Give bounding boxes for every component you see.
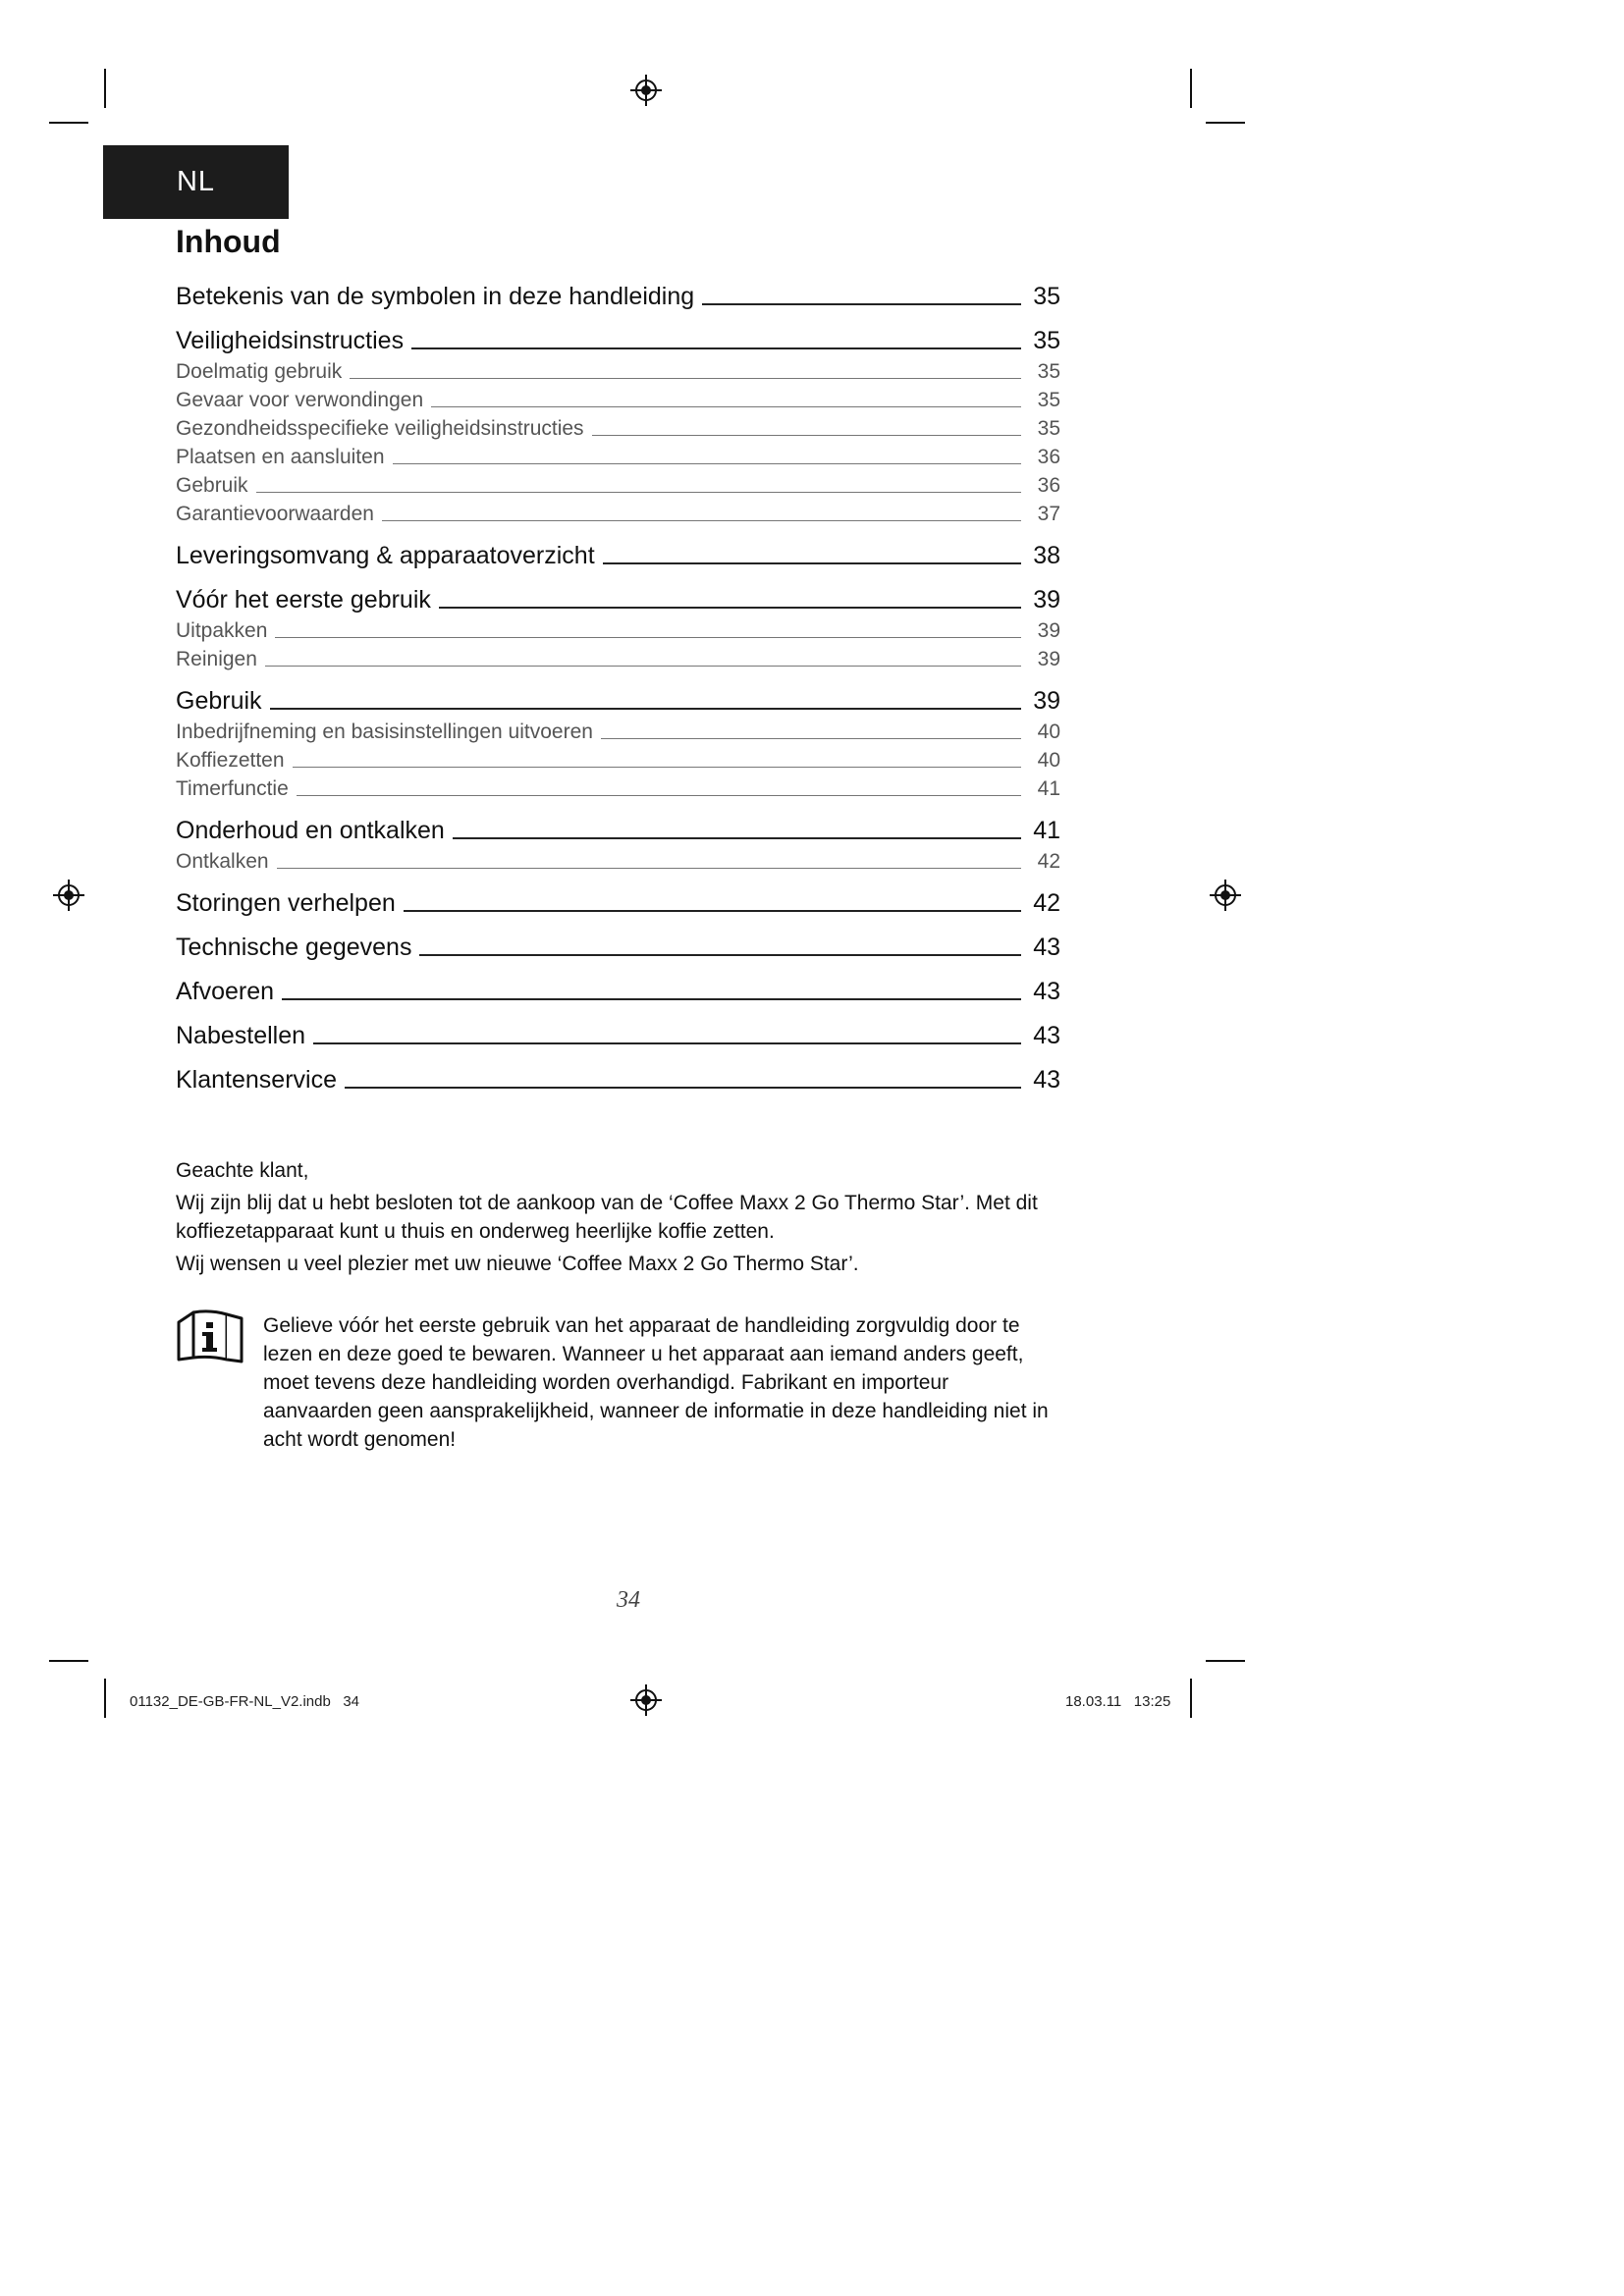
toc-entry — [176, 1012, 1060, 1050]
toc-entry — [176, 968, 1060, 1006]
toc-subentry — [176, 441, 1060, 469]
toc-entry-label: Gevaar voor verwondingen — [176, 389, 424, 411]
crop-mark — [49, 122, 88, 124]
toc-entry-page: 40 — [1037, 721, 1060, 743]
toc-subentry — [176, 355, 1060, 384]
toc-entry — [176, 317, 1060, 355]
toc-entry — [176, 807, 1060, 845]
toc-entry-page: 39 — [1037, 619, 1060, 642]
toc-entry — [176, 1056, 1060, 1095]
crop-mark — [104, 69, 106, 108]
toc-subentry — [176, 643, 1060, 671]
toc-entry — [176, 273, 1060, 311]
toc-entry-page: 35 — [1033, 283, 1060, 310]
toc-entry-page: 43 — [1033, 1022, 1060, 1049]
intro-paragraph: Wij zijn blij dat u hebt besloten tot de aankoop van de ‘Coffee Maxx 2 Go Thermo Star’. Met dit koffiezetapparaat kunt u thuis en onderweg heerlijke koffie zetten. — [176, 1192, 1038, 1243]
toc-entry-label: Inbedrijfneming en basisinstellingen uitvoeren — [176, 721, 593, 743]
toc-entry-label: Reinigen — [176, 648, 257, 670]
toc-leader-line — [601, 738, 1021, 739]
toc-subentry — [176, 498, 1060, 526]
toc-entry-page: 35 — [1037, 389, 1060, 411]
notice-text: Gelieve vóór het eerste gebruik van het apparaat de handleiding zorgvuldig door te lezen en deze goed te bewaren. Wanneer u het apparaat aan iemand anders geeft, moet tevens deze handleiding worden overhandigd. Fabrikant en importeur aanvaarden geen aansprakelijkheid, wanneer de informatie in deze handleiding niet in acht wordt genomen! — [263, 1314, 1049, 1451]
toc-entry-page: 35 — [1037, 360, 1060, 383]
toc-entry — [176, 880, 1060, 918]
slug-date: 18.03.11 13:25 — [1065, 1693, 1171, 1710]
toc-leader-line — [393, 463, 1022, 464]
toc-leader-line — [350, 378, 1021, 379]
toc-entry-page: 37 — [1037, 503, 1060, 525]
toc-leader-line — [265, 666, 1021, 667]
registration-mark-icon — [630, 75, 662, 106]
toc-leader-line — [411, 347, 1021, 349]
toc-leader-line — [282, 998, 1021, 1000]
toc-leader-line — [453, 837, 1021, 839]
toc-entry-label: Timerfunctie — [176, 777, 289, 800]
toc-subentry — [176, 773, 1060, 801]
toc-entry — [176, 576, 1060, 614]
toc-leader-line — [603, 562, 1021, 564]
toc-entry-page: 43 — [1033, 934, 1060, 961]
toc-leader-line — [270, 708, 1021, 710]
toc-leader-line — [277, 868, 1021, 869]
toc-leader-line — [419, 954, 1021, 956]
toc-entry-page: 43 — [1033, 1066, 1060, 1094]
toc-entry-page: 36 — [1037, 474, 1060, 497]
toc-entry-page: 42 — [1037, 850, 1060, 873]
toc-entry-label: Uitpakken — [176, 619, 268, 642]
toc-entry-page: 36 — [1037, 446, 1060, 468]
toc-entry — [176, 532, 1060, 570]
language-tab-label: NL — [176, 166, 216, 197]
toc-subentry — [176, 744, 1060, 773]
toc-entry-label: Gebruik — [176, 474, 248, 497]
toc-subentry — [176, 412, 1060, 441]
toc-entry-page: 39 — [1033, 586, 1060, 614]
toc-leader-line — [404, 910, 1021, 912]
toc-entry-label: Storingen verhelpen — [176, 889, 396, 917]
toc-entry-label: Technische gegevens — [176, 934, 412, 961]
toc-entry-page: 43 — [1033, 978, 1060, 1005]
toc-entry-page: 39 — [1033, 687, 1060, 715]
info-book-icon — [176, 1308, 244, 1363]
toc-entry-label: Klantenservice — [176, 1066, 337, 1094]
toc-leader-line — [431, 406, 1021, 407]
toc-leader-line — [382, 520, 1021, 521]
toc-entry-label: Ontkalken — [176, 850, 269, 873]
toc-entry-page: 35 — [1037, 417, 1060, 440]
toc-subentry — [176, 614, 1060, 643]
toc-entry-label: Plaatsen en aansluiten — [176, 446, 385, 468]
toc-entry — [176, 677, 1060, 716]
toc-subentry — [176, 469, 1060, 498]
toc-leader-line — [313, 1042, 1021, 1044]
toc-subentry — [176, 716, 1060, 744]
toc-entry-label: Garantievoorwaarden — [176, 503, 374, 525]
toc-entry-label: Afvoeren — [176, 978, 275, 1005]
registration-mark-icon — [630, 1684, 662, 1716]
toc-title: Inhoud — [176, 224, 281, 259]
intro-paragraph: Wij wensen u veel plezier met uw nieuwe ‘Coffee Maxx 2 Go Thermo Star’. — [176, 1253, 859, 1275]
toc-entry-label: Onderhoud en ontkalken — [176, 817, 445, 844]
toc-entry-label: Vóór het eerste gebruik — [176, 586, 431, 614]
registration-mark-icon — [1210, 880, 1241, 911]
toc-entry-label: Gebruik — [176, 687, 262, 715]
toc-entry-label: Veiligheidsinstructies — [176, 327, 405, 354]
toc-subentry — [176, 384, 1060, 412]
toc-entry-page: 41 — [1033, 817, 1060, 844]
toc-entry-label: Betekenis van de symbolen in deze handleiding — [176, 283, 695, 310]
toc-entry-page: 41 — [1037, 777, 1060, 800]
toc-leader-line — [275, 637, 1021, 638]
toc-subentry — [176, 845, 1060, 874]
toc-entry-label: Leveringsomvang & apparaatoverzicht — [176, 542, 595, 569]
toc-leader-line — [592, 435, 1021, 436]
toc-entry-label: Nabestellen — [176, 1022, 306, 1049]
toc-leader-line — [702, 303, 1021, 305]
table-of-contents — [176, 273, 1060, 1095]
crop-mark — [1206, 122, 1245, 124]
toc-entry-label: Gezondheidsspecifieke veiligheidsinstructies — [176, 417, 584, 440]
toc-leader-line — [439, 607, 1021, 609]
toc-entry-label: Doelmatig gebruik — [176, 360, 343, 383]
registration-mark-icon — [53, 880, 84, 911]
crop-mark — [1190, 69, 1192, 108]
toc-entry-label: Koffiezetten — [176, 749, 285, 772]
slug-file: 01132_DE-GB-FR-NL_V2.indb 34 — [130, 1693, 360, 1710]
crop-mark — [104, 1679, 106, 1718]
greeting: Geachte klant, — [176, 1159, 309, 1182]
toc-entry-page: 38 — [1033, 542, 1060, 569]
toc-leader-line — [256, 492, 1021, 493]
toc-leader-line — [293, 767, 1021, 768]
toc-entry — [176, 924, 1060, 962]
toc-entry-page: 39 — [1037, 648, 1060, 670]
crop-mark — [1206, 1660, 1245, 1662]
toc-entry-page: 35 — [1033, 327, 1060, 354]
toc-leader-line — [297, 795, 1021, 796]
crop-mark — [1190, 1679, 1192, 1718]
crop-mark — [49, 1660, 88, 1662]
language-tab — [103, 145, 289, 219]
intro-text — [176, 1156, 1064, 1282]
toc-entry-page: 42 — [1033, 889, 1060, 917]
toc-entry-page: 40 — [1037, 749, 1060, 772]
page-number: 34 — [617, 1587, 640, 1613]
toc-leader-line — [345, 1087, 1021, 1089]
